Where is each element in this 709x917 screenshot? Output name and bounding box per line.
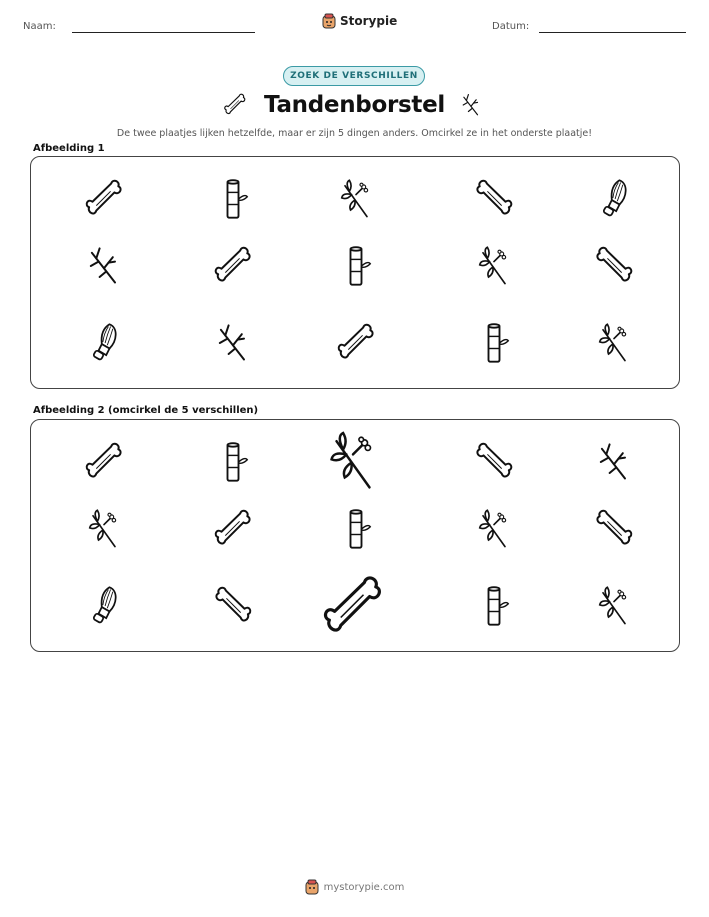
bamboo-icon — [211, 177, 255, 221]
footer — [0, 879, 709, 895]
bone-icon — [211, 244, 255, 288]
bamboo-icon — [334, 507, 378, 551]
twig-icon — [458, 92, 484, 118]
name-line[interactable] — [72, 32, 255, 33]
herb-icon — [472, 244, 516, 288]
name-label: Naam: — [23, 21, 56, 32]
bark-brush-icon — [82, 584, 126, 628]
bone-icon — [211, 507, 255, 551]
herb-icon — [472, 507, 516, 551]
picture-2-panel[interactable] — [30, 419, 680, 652]
bark-brush-icon — [82, 321, 126, 365]
herb-icon — [592, 584, 636, 628]
bone-icon — [211, 584, 255, 628]
twig-icon — [211, 321, 255, 365]
bone-icon — [472, 440, 516, 484]
storypie-logo — [322, 13, 397, 29]
page-title: Tandenborstel — [264, 92, 445, 118]
worksheet-type-badge: ZOEK DE VERSCHILLEN — [283, 66, 425, 86]
brand-name: Storypie — [340, 14, 398, 28]
date-label: Datum: — [492, 21, 530, 32]
herb-icon — [320, 428, 386, 494]
storypie-mascot-icon — [305, 879, 319, 895]
bone-icon — [592, 507, 636, 551]
bone-icon — [592, 244, 636, 288]
bone-icon — [334, 321, 378, 365]
bone-icon — [82, 177, 126, 221]
instructions: De twee plaatjes lijken hetzelfde, maar er zijn 5 dingen anders. Omcirkel ze in het onderste plaatje! — [116, 128, 593, 139]
picture-1-panel — [30, 156, 680, 389]
twig-icon — [82, 244, 126, 288]
bamboo-icon — [211, 440, 255, 484]
picture-2-label: Afbeelding 2 (omcirkel de 5 verschillen) — [33, 405, 259, 416]
herb-icon — [82, 507, 126, 551]
herb-icon — [334, 177, 378, 221]
picture-1-label: Afbeelding 1 — [33, 143, 105, 154]
herb-icon — [592, 321, 636, 365]
twig-icon — [592, 440, 636, 484]
bone-icon — [82, 440, 126, 484]
bone-icon — [472, 177, 516, 221]
bamboo-icon — [472, 584, 516, 628]
bamboo-icon — [472, 321, 516, 365]
date-line[interactable] — [539, 32, 686, 33]
storypie-mascot-icon — [322, 13, 336, 29]
footer-site[interactable]: mystorypie.com — [323, 881, 405, 893]
bamboo-icon — [334, 244, 378, 288]
bone-icon — [318, 572, 388, 642]
bark-brush-icon — [592, 177, 636, 221]
